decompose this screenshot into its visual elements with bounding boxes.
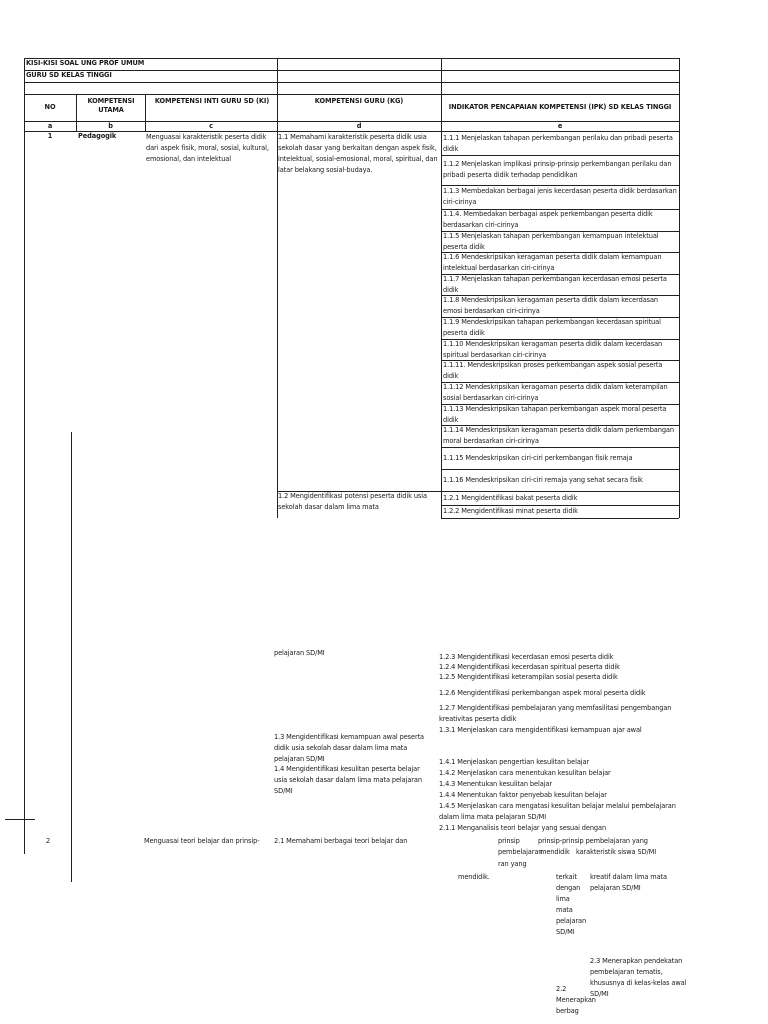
fragment-ran-yang: ran yang bbox=[498, 860, 527, 868]
grid-line bbox=[441, 469, 679, 470]
col-letter-a: a bbox=[47, 122, 53, 130]
row1-kg-1-2: 1.2 Mengidentifikasi potensi peserta didik usia sekolah dasar dalam lima mata bbox=[278, 492, 427, 511]
col-letter-c: c bbox=[209, 122, 213, 130]
header-kg: KOMPETENSI GURU (KG) bbox=[314, 97, 404, 105]
grid-line bbox=[679, 58, 680, 518]
header-ipk: INDIKATOR PENCAPAIAN KOMPETENSI (IPK) SD KELAS TINGGI bbox=[448, 103, 672, 111]
indicator-cell: 1.1.11. Mendeskripsikan proses perkembangan aspek sosial peserta didik bbox=[443, 361, 663, 380]
indicator-cell: 1.1.7 Menjelaskan tahapan perkembangan kecerdasan emosi peserta didik bbox=[443, 275, 667, 294]
row1-kompetensi-utama: Pedagogik bbox=[78, 132, 117, 140]
col-letter-d: d bbox=[356, 122, 362, 130]
row1-ki: Menguasai karakteristik peserta didik dari aspek fisik, moral, sosial, kultural, emosional, dan intelektual bbox=[146, 133, 269, 163]
header-no: NO bbox=[44, 103, 56, 111]
indicator-cell: 1.1.10 Mendeskripsikan keragaman peserta didik dalam kecerdasan spiritual berdasarkan ciri-cirinya bbox=[443, 340, 663, 359]
indicator-cell: 1.1.12 Mendeskripsikan keragaman peserta didik dalam keterampilan sosial berdasarkan ciri-cirinya bbox=[443, 383, 668, 402]
indicator-cell: 1.1.4. Membedakan berbagai aspek perkembangan peserta didik berdasarkan ciri-cirinya bbox=[443, 210, 653, 229]
indicator-1-4-5: 1.4.5 Menjelaskan cara mengatasi kesulitan belajar melalui pembelajaran dalam lima mata pelajaran SD/MI bbox=[439, 802, 676, 821]
indicator-cell: 1.1.2 Menjelaskan implikasi prinsip-prinsip perkembangan perilaku dan pribadi peserta didik terhadap pendidikan bbox=[443, 160, 672, 179]
fragment-terkait: terkait dengan lima mata pelajaran SD/MI bbox=[556, 873, 587, 936]
indicator-cell: 1.1.1 Menjelaskan tahapan perkembangan perilaku dan pribadi peserta didik bbox=[443, 134, 673, 153]
grid-line bbox=[24, 94, 679, 95]
indicator-1-2-3: 1.2.3 Mengidentifikasi kecerdasan emosi peserta didik bbox=[439, 653, 614, 661]
indicator-cell: 1.1.8 Mendeskripsikan keragaman peserta didik dalam kecerdasan emosi berdasarkan ciri-cirinya bbox=[443, 296, 658, 315]
fragment-prinsip-prinsip: prinsip-prinsip pembelajaran yang bbox=[538, 837, 648, 845]
indicator-cell: 1.1.6 Mendeskripsikan keragaman peserta didik dalam kemampuan intelektual berdasarkan ciri-cirinya bbox=[443, 253, 662, 272]
doc-subtitle: GURU SD KELAS TINGGI bbox=[26, 71, 112, 79]
indicator-cell: 1.2.1 Mengidentifikasi bakat peserta didik bbox=[443, 494, 578, 502]
kg-1-4: 1.4 Mengidentifikasi kesulitan peserta belajar usia sekolah dasar dalam lima mata pelajaran SD/MI bbox=[274, 765, 422, 795]
indicator-2-1-1: 2.1.1 Menganalisis teori belajar yang sesuai dengan bbox=[439, 824, 607, 832]
header-kompetensi-utama: KOMPETENSI UTAMA bbox=[87, 97, 135, 114]
fragment-2-3: 2.3 Menerapkan pendekatan pembelajaran tematis, khususnya di kelas-kelas awal SD/MI bbox=[590, 957, 687, 998]
kg-1-3: 1.3 Mengidentifikasi kemampuan awal peserta didik usia sekolah dasar dalam lima mata pelajaran SD/MI bbox=[274, 733, 425, 763]
indicator-1-2-5: 1.2.5 Mengidentifikasi keterampilan sosial peserta didik bbox=[439, 673, 618, 681]
indicator-cell: 1.1.9 Mendeskripsikan tahapan perkembangan kecerdasan spiritual peserta didik bbox=[443, 318, 661, 337]
indicator-1-4-1: 1.4.1 Menjelaskan pengertian kesulitan belajar bbox=[439, 758, 590, 766]
fragment-mendidik-col: mendidik bbox=[540, 848, 570, 856]
doc-title: KISI-KISI SOAL UNG PROF UMUM bbox=[26, 59, 145, 67]
indicator-cell: 1.1.13 Mendeskripsikan tahapan perkembangan aspek moral peserta didik bbox=[443, 405, 667, 424]
grid-line bbox=[24, 82, 679, 83]
indicator-1-4-2: 1.4.2 Menjelaskan cara menentukan kesulitan belajar bbox=[439, 769, 611, 777]
col-letter-b: b bbox=[108, 122, 113, 130]
fragment-mendidik: mendidik. bbox=[458, 873, 490, 881]
grid-line bbox=[24, 70, 679, 71]
fragment-karakteristik: karakteristik siswa SD/MI bbox=[576, 848, 657, 856]
grid-line bbox=[441, 447, 679, 448]
indicator-cell: 1.1.3 Membedakan berbagai jenis kecerdasan peserta didik berdasarkan ciri-cirinya bbox=[443, 187, 677, 206]
grid-line bbox=[71, 432, 72, 882]
indicator-1-4-4: 1.4.4 Menentukan faktor penyebab kesulitan belajar bbox=[439, 791, 607, 799]
col-letter-e: e bbox=[557, 122, 563, 130]
row1-kg-1-1: 1.1 Memahami karakteristik peserta didik usia sekolah dasar yang berkaitan dengan aspek fisik, intelektual, sosial-emosional, moral, spiritual, dan latar belakang sosial-budaya. bbox=[278, 133, 438, 174]
fragment-pembelajaran: pembelajaran bbox=[498, 848, 543, 856]
row2-no: 2 bbox=[46, 837, 51, 845]
indicator-cell: 1.2.2 Mengidentifikasi minat peserta didik bbox=[443, 507, 578, 515]
indicator-1-4-3: 1.4.3 Menentukan kesulitan belajar bbox=[439, 780, 552, 788]
grid-line bbox=[441, 518, 679, 519]
fragment-kreatif: kreatif dalam lima mata pelajaran SD/MI bbox=[590, 873, 667, 892]
fragment-2-2: 2.2 Menerapkan berbag bbox=[556, 985, 596, 1015]
header-ki: KOMPETENSI INTI GURU SD (KI) bbox=[154, 97, 270, 105]
indicator-cell: 1.1.16 Mendeskripsikan ciri-ciri remaja yang sehat secara fisik bbox=[443, 476, 643, 484]
grid-line bbox=[5, 819, 35, 820]
fragment-prinsip: prinsip bbox=[498, 837, 520, 845]
row2-ki: Menguasai teori belajar dan prinsip- bbox=[144, 837, 260, 845]
indicator-1-2-6: 1.2.6 Mengidentifikasi perkembangan aspek moral peserta didik bbox=[439, 689, 646, 697]
indicator-cell: 1.1.15 Mendeskripsikan ciri-ciri perkembangan fisik remaja bbox=[443, 454, 633, 462]
indicator-cell: 1.1.14 Mendeskripsikan keragaman peserta didik dalam perkembangan moral berdasarkan ciri-cirinya bbox=[443, 426, 674, 445]
grid-line bbox=[441, 155, 679, 156]
row1-no: 1 bbox=[47, 132, 53, 140]
indicator-1-2-4: 1.2.4 Mengidentifikasi kecerdasan spiritual peserta didik bbox=[439, 663, 620, 671]
indicator-cell: 1.1.5 Menjelaskan tahapan perkembangan kemampuan intelektual peserta didik bbox=[443, 232, 659, 251]
indicator-1-3-1: 1.3.1 Menjelaskan cara mengidentifikasi kemampuan ajar awal bbox=[439, 726, 642, 734]
kg-1-2-continuation: pelajaran SD/MI bbox=[274, 649, 325, 657]
indicator-1-2-7: 1.2.7 Mengidentifikasi pembelajaran yang memfasilitasi pengembangan kreativitas peserta didik bbox=[439, 704, 672, 723]
row2-kg: 2.1 Memahami berbagai teori belajar dan bbox=[274, 837, 408, 845]
grid-line bbox=[24, 432, 25, 854]
